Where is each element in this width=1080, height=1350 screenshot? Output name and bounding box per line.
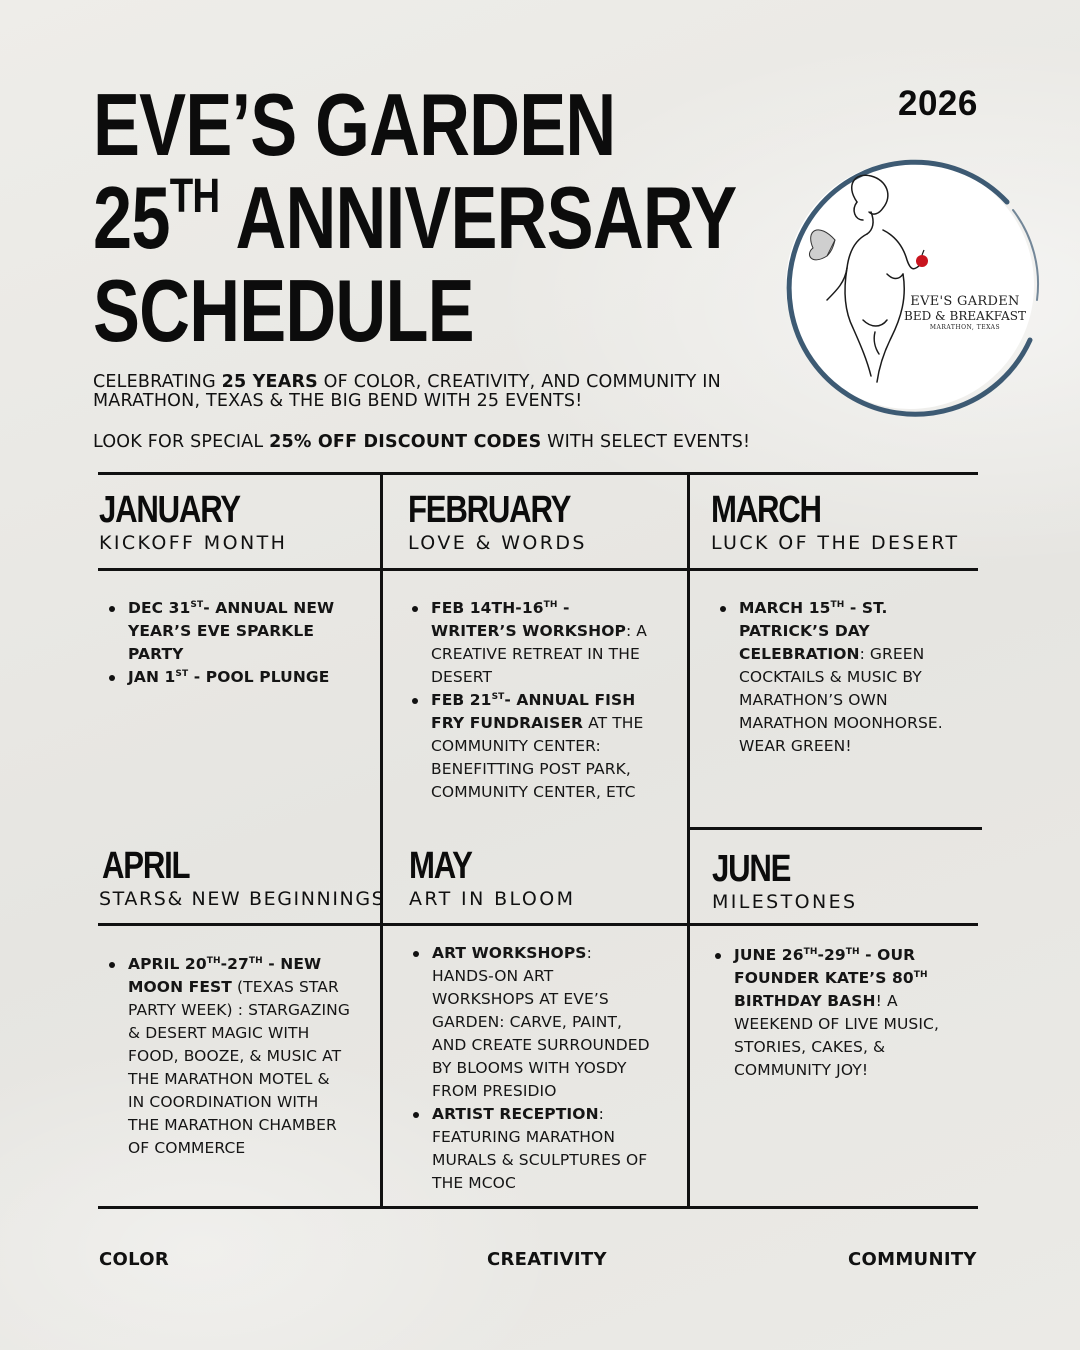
month-name: MAY — [409, 845, 472, 887]
month-theme: LOVE & WORDS — [408, 532, 587, 554]
logo-name-line-1: EVE'S GARDEN — [910, 294, 1020, 309]
month-theme: KICKOFF MONTH — [99, 532, 288, 554]
logo-name-line-2: BED & BREAKFAST — [904, 309, 1026, 323]
month-header-april — [99, 845, 386, 910]
events-april — [105, 953, 351, 1160]
intro-text — [93, 373, 813, 452]
month-header-may — [409, 846, 575, 910]
events-january — [105, 597, 345, 689]
month-theme: MILESTONES — [712, 891, 858, 913]
footer-community: COMMUNITY — [848, 1249, 977, 1270]
month-name: JANUARY — [99, 489, 240, 531]
title-line-1: EVE’S GARDEN — [93, 75, 616, 174]
title-anniversary: ANNIVERSARY — [235, 168, 737, 267]
month-theme: ART IN BLOOM — [409, 888, 576, 910]
month-name: JUNE — [712, 848, 791, 890]
title-line-3: SCHEDULE — [93, 261, 474, 360]
month-header-march — [711, 490, 960, 554]
intro-celebrating: CELEBRATING 25 YEARS OF COLOR, CREATIVITY, AND COMMUNITY IN MARATHON, TEXAS & THE BIG BEND WITH 25 EVENTS! — [93, 372, 721, 411]
title-line-2 — [93, 168, 737, 267]
events-june — [711, 944, 981, 1082]
grid-row1-divider — [98, 568, 978, 571]
page-title — [93, 75, 737, 360]
event-item: FEB 21ST- ANNUAL FISH FRY FUNDRAISER AT THE COMMUNITY CENTER: BENEFITTING POST PARK, COMMUNITY CENTER, ETC — [408, 689, 648, 804]
events-february — [408, 597, 648, 804]
footer-creativity: CREATIVITY — [487, 1249, 607, 1270]
event-item: MARCH 15TH - ST. PATRICK’S DAY CELEBRATION: GREEN COCKTAILS & MUSIC BY MARATHON’S OWN MARATHON MOONHORSE. WEAR GREEN! — [716, 597, 952, 758]
grid-col-divider-2 — [687, 472, 690, 1209]
month-theme: LUCK OF THE DESERT — [711, 532, 960, 554]
event-item: JUNE 26TH-29TH - OUR FOUNDER KATE’S 80TH BIRTHDAY BASH! A WEEKEND OF LIVE MUSIC, STORIES, CAKES, & COMMUNITY JOY! — [711, 944, 981, 1082]
grid-col-divider-1 — [380, 472, 383, 1209]
footer-color: COLOR — [99, 1249, 170, 1270]
event-item: ART WORKSHOPS: HANDS-ON ART WORKSHOPS AT EVE’S GARDEN: CARVE, PAINT, AND CREATE SURROUNDED BY BLOOMS WITH YOSDY FROM PRESIDIO — [409, 942, 657, 1103]
logo — [775, 150, 1045, 420]
month-name: FEBRUARY — [408, 489, 571, 531]
grid-top-line — [98, 472, 978, 475]
logo-location: MARATHON, TEXAS — [929, 324, 1001, 331]
month-theme: STARS& NEW BEGINNINGS — [99, 888, 386, 910]
logo-badge-icon — [775, 150, 1045, 420]
events-may — [409, 942, 657, 1195]
events-march — [716, 597, 952, 758]
grid-row2-divider — [98, 923, 978, 926]
month-name: APRIL — [102, 845, 190, 887]
year-label: 2026 — [898, 84, 978, 123]
event-item: JAN 1ST - POOL PLUNGE — [105, 666, 345, 689]
title-number: 25 — [93, 168, 170, 267]
month-header-june — [712, 849, 858, 913]
month-header-february — [408, 490, 606, 554]
event-item: DEC 31ST- ANNUAL NEW YEAR’S EVE SPARKLE PARTY — [105, 597, 345, 666]
event-item: APRIL 20TH-27TH - NEW MOON FEST (TEXAS STAR PARTY WEEK) : STARGAZING & DESERT MAGIC WITH FOOD, BOOZE, & MUSIC AT THE MARATHON MOTEL & IN COORDINATION WITH THE MARATHON CHAMBER OF COMMERCE — [105, 953, 351, 1160]
logo-text — [895, 295, 1035, 331]
title-ordinal: TH — [169, 169, 220, 223]
month-name: MARCH — [711, 489, 821, 531]
grid-middle-line — [690, 827, 982, 830]
grid-bottom-line — [98, 1206, 978, 1209]
event-item: FEB 14TH-16TH - WRITER’S WORKSHOP: A CREATIVE RETREAT IN THE DESERT — [408, 597, 648, 689]
intro-discount: LOOK FOR SPECIAL 25% OFF DISCOUNT CODES WITH SELECT EVENTS! — [93, 432, 751, 452]
event-item: ARTIST RECEPTION: FEATURING MARATHON MURALS & SCULPTURES OF THE MCOC — [409, 1103, 657, 1195]
month-header-january — [99, 490, 287, 554]
